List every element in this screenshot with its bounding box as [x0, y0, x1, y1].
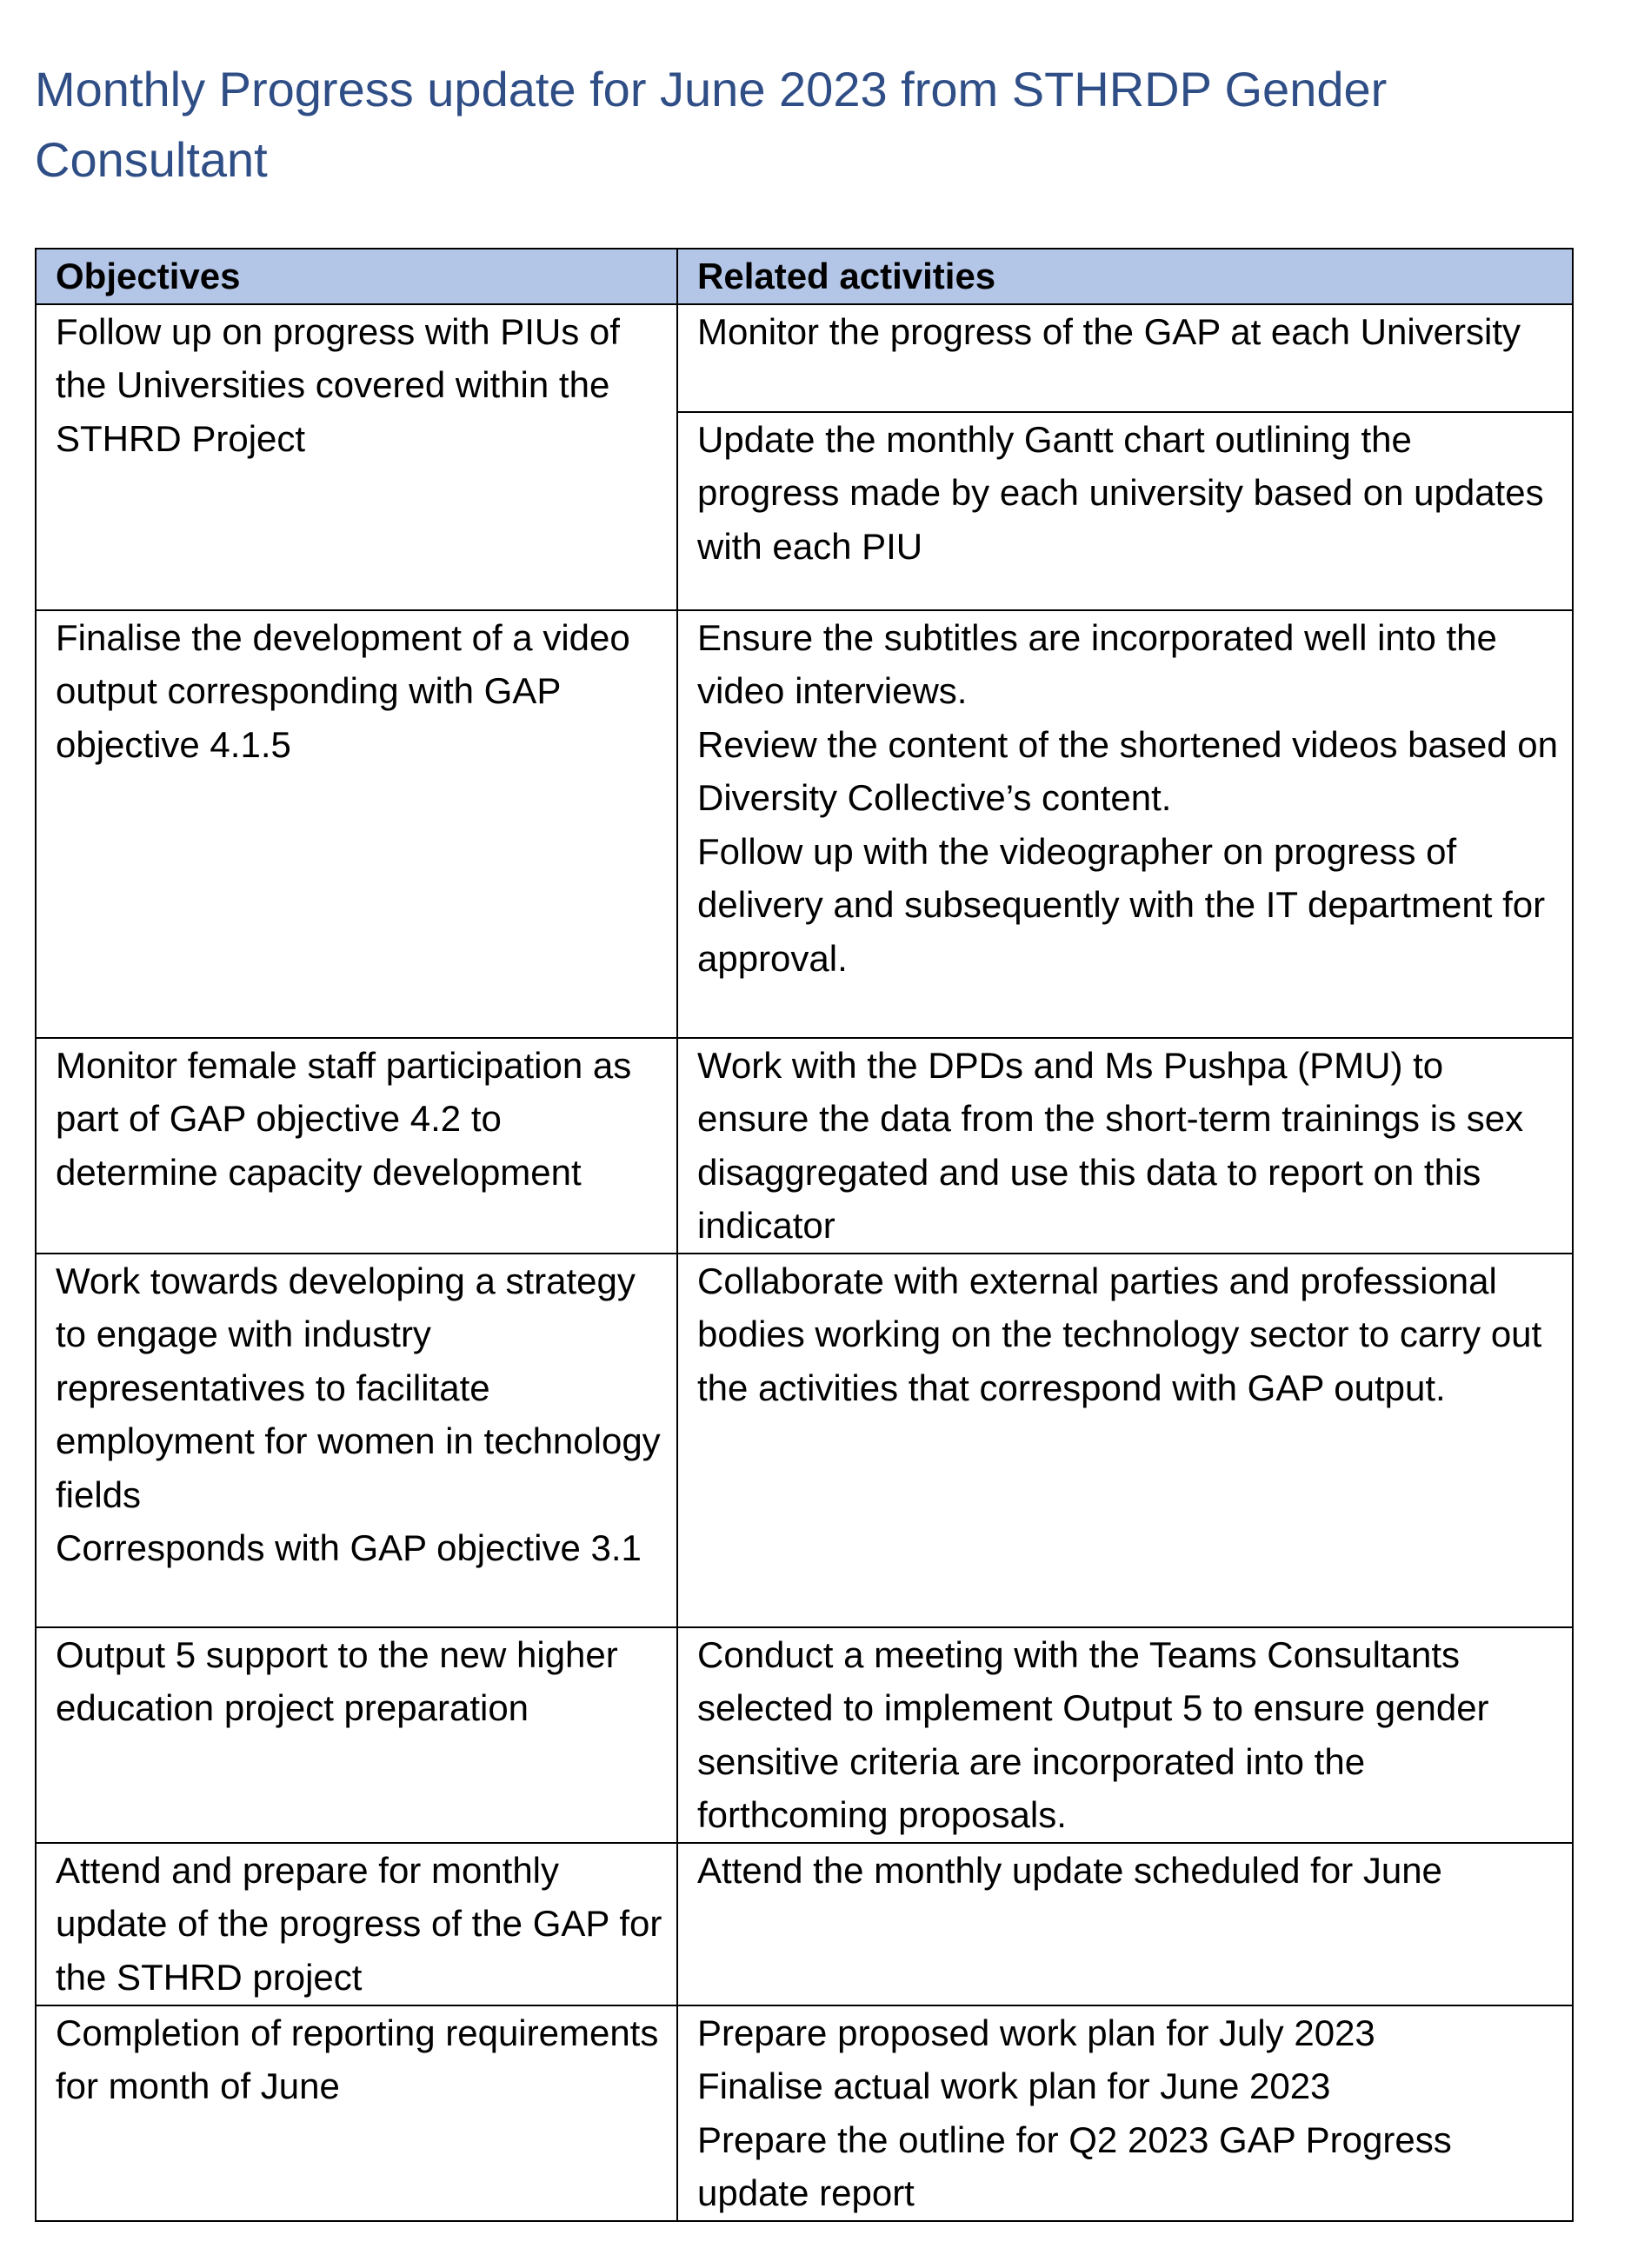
- activity-cell: Collaborate with external parties and professional bodies working on the technology sector to carry out the activities that correspond with GAP output.: [677, 1254, 1573, 1627]
- table-row: [36, 2005, 1573, 2221]
- objective-cell: Attend and prepare for monthly update of the progress of the GAP for the STHRD project: [36, 1843, 677, 2005]
- objective-note: Corresponds with GAP objective 3.1: [56, 1527, 642, 1568]
- activity-line: Follow up with the videographer on progress of delivery and subsequently with the IT department for approval.: [697, 830, 1546, 979]
- activity-cell: [677, 610, 1573, 1038]
- activity-cell: Update the monthly Gantt chart outlining the progress made by each university based on updates with each PIU: [677, 412, 1573, 610]
- activity-line: Review the content of the shortened videos based on Diversity Collective’s content.: [697, 723, 1558, 818]
- activity-line: Prepare the outline for Q2 2023 GAP Progress update report: [697, 2118, 1452, 2213]
- objective-cell: Follow up on progress with PIUs of the Universities covered within the STHRD Project: [36, 304, 677, 610]
- table-row: [36, 1843, 1573, 2005]
- table-row: [36, 1627, 1573, 1843]
- objective-cell: [36, 1254, 677, 1627]
- activity-cell: Work with the DPDs and Ms Pushpa (PMU) to ensure the data from the short-term trainings is sex disaggregated and use this data to report on this indicator: [677, 1038, 1573, 1254]
- activity-cell: [677, 2005, 1573, 2221]
- activity-line: Prepare proposed work plan for July 2023: [697, 2012, 1375, 2053]
- table-row: [36, 1254, 1573, 1627]
- table-row: [36, 304, 1573, 412]
- document-title: Monthly Progress update for June 2023 from STHRDP Gender Consultant: [35, 62, 1388, 187]
- table-row: [36, 1038, 1573, 1254]
- table-row: [36, 610, 1573, 1038]
- objective-cell: Output 5 support to the new higher education project preparation: [36, 1627, 677, 1843]
- objective-cell: Finalise the development of a video output corresponding with GAP objective 4.1.5: [36, 610, 677, 1038]
- objective-cell: Completion of reporting requirements for month of June: [36, 2005, 677, 2221]
- activity-cell: Attend the monthly update scheduled for June: [677, 1843, 1573, 2005]
- progress-table: [35, 248, 1574, 2222]
- activity-cell: Monitor the progress of the GAP at each University: [677, 304, 1573, 412]
- table-header-row: [36, 249, 1573, 304]
- activity-cell: Conduct a meeting with the Teams Consultants selected to implement Output 5 to ensure gender sensitive criteria are incorporated into the forthcoming proposals.: [677, 1627, 1573, 1843]
- header-related-activities: Related activities: [677, 249, 1573, 304]
- activity-line: Ensure the subtitles are incorporated well into the video interviews.: [697, 616, 1497, 711]
- objective-cell: Monitor female staff participation as part of GAP objective 4.2 to determine capacity development: [36, 1038, 677, 1254]
- activity-line: Finalise actual work plan for June 2023: [697, 2065, 1331, 2106]
- objective-text: Work towards developing a strategy to engage with industry representatives to facilitate employment for women in technology fields: [56, 1260, 661, 1515]
- header-objectives: Objectives: [36, 249, 677, 304]
